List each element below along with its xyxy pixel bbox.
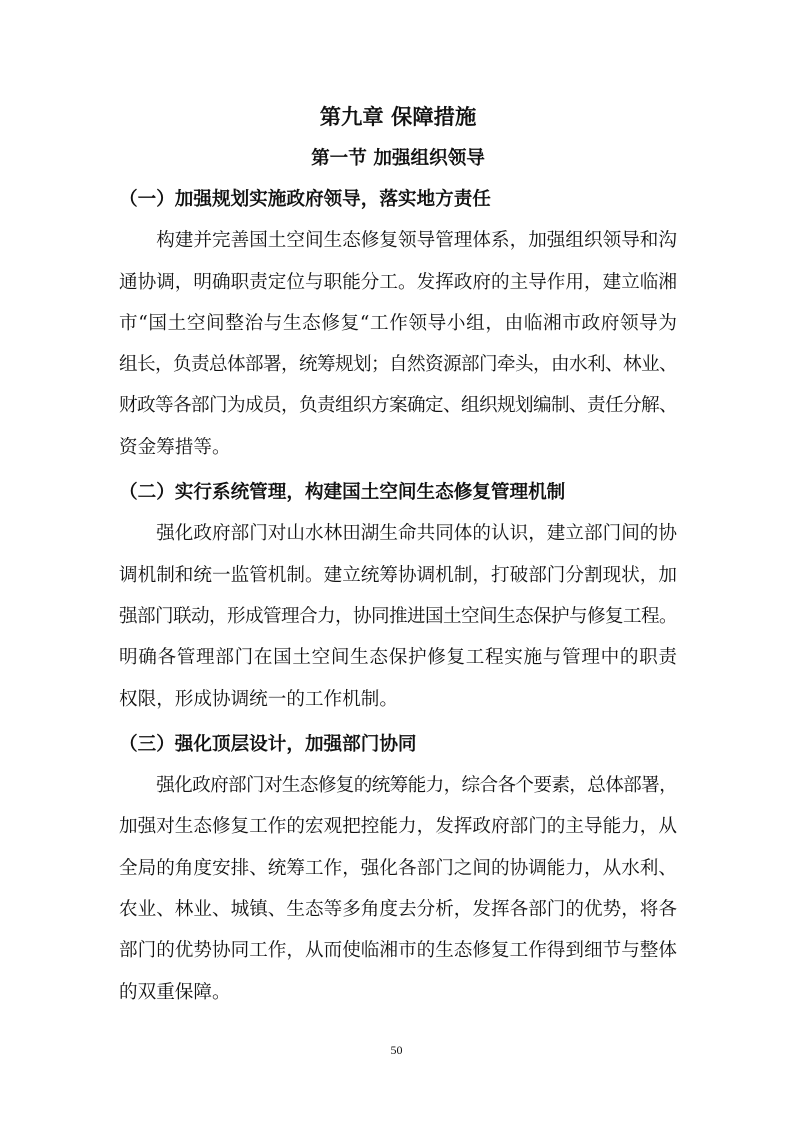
subsection-1 [119,179,677,468]
section-title: 第一节 加强组织领导 [311,148,485,169]
paragraph [119,513,677,719]
paragraph-line: 强化政府部门对山水林田湖生命共同体的认识，建立部门间的协 [156,523,677,545]
paragraph-line: 的双重保障。 [119,981,231,1003]
chapter-title: 第九章 保障措施 [319,105,477,130]
paragraph-line: 强化政府部门对生态修复的统筹能力，综合各个要素，总体部署， [156,775,677,797]
subsection-heading: （二）实行系统管理，构建国土空间生态修复管理机制 [119,482,566,504]
subsection-heading: （三）强化顶层设计，加强部门协同 [119,733,417,755]
paragraph-line: 部门的优势协同工作，从而使临湘市的生态修复工作得到细节与整体 [119,940,677,962]
paragraph-line: 组长，负责总体部署，统筹规划；自然资源部门牵头，由水利、林业、 [119,354,677,376]
paragraph-line: 通协调，明确职责定位与职能分工。发挥政府的主导作用，建立临湘 [119,271,677,293]
paragraph-line: 强部门联动，形成管理合力，协同推进国土空间生态保护与修复工程。 [119,605,677,627]
page-number: 50 [390,1043,403,1057]
paragraph-line: 市“国土空间整治与生态修复“工作领导小组，由临湘市政府领导为 [119,312,677,334]
subsection-2 [119,472,677,720]
paragraph-line: 调机制和统一监管机制。建立统筹协调机制，打破部门分割现状，加 [119,564,677,586]
paragraph-line: 加强对生态修复工作的宏观把控能力，发挥政府部门的主导能力，从 [119,816,677,838]
paragraph [119,220,677,468]
subsection-3 [119,724,677,1013]
paragraph-line: 财政等各部门为成员，负责组织方案确定、组织规划编制、责任分解、 [119,395,677,417]
paragraph [119,765,677,1013]
paragraph-line: 明确各管理部门在国土空间生态保护修复工程实施与管理中的职责 [119,647,677,669]
paragraph-line: 资金筹措等。 [119,436,231,458]
paragraph-line: 权限，形成协调统一的工作机制。 [119,688,398,710]
subsection-heading: （一）加强规划实施政府领导，落实地方责任 [119,189,491,210]
paragraph-line: 农业、林业、城镇、生态等多角度去分析，发挥各部门的优势，将各 [119,899,677,921]
paragraph-line: 构建并完善国土空间生态修复领导管理体系，加强组织领导和沟 [156,230,677,252]
paragraph-line: 全局的角度安排、统筹工作，强化各部门之间的协调能力，从水利、 [119,857,677,879]
page-content [119,97,677,1013]
